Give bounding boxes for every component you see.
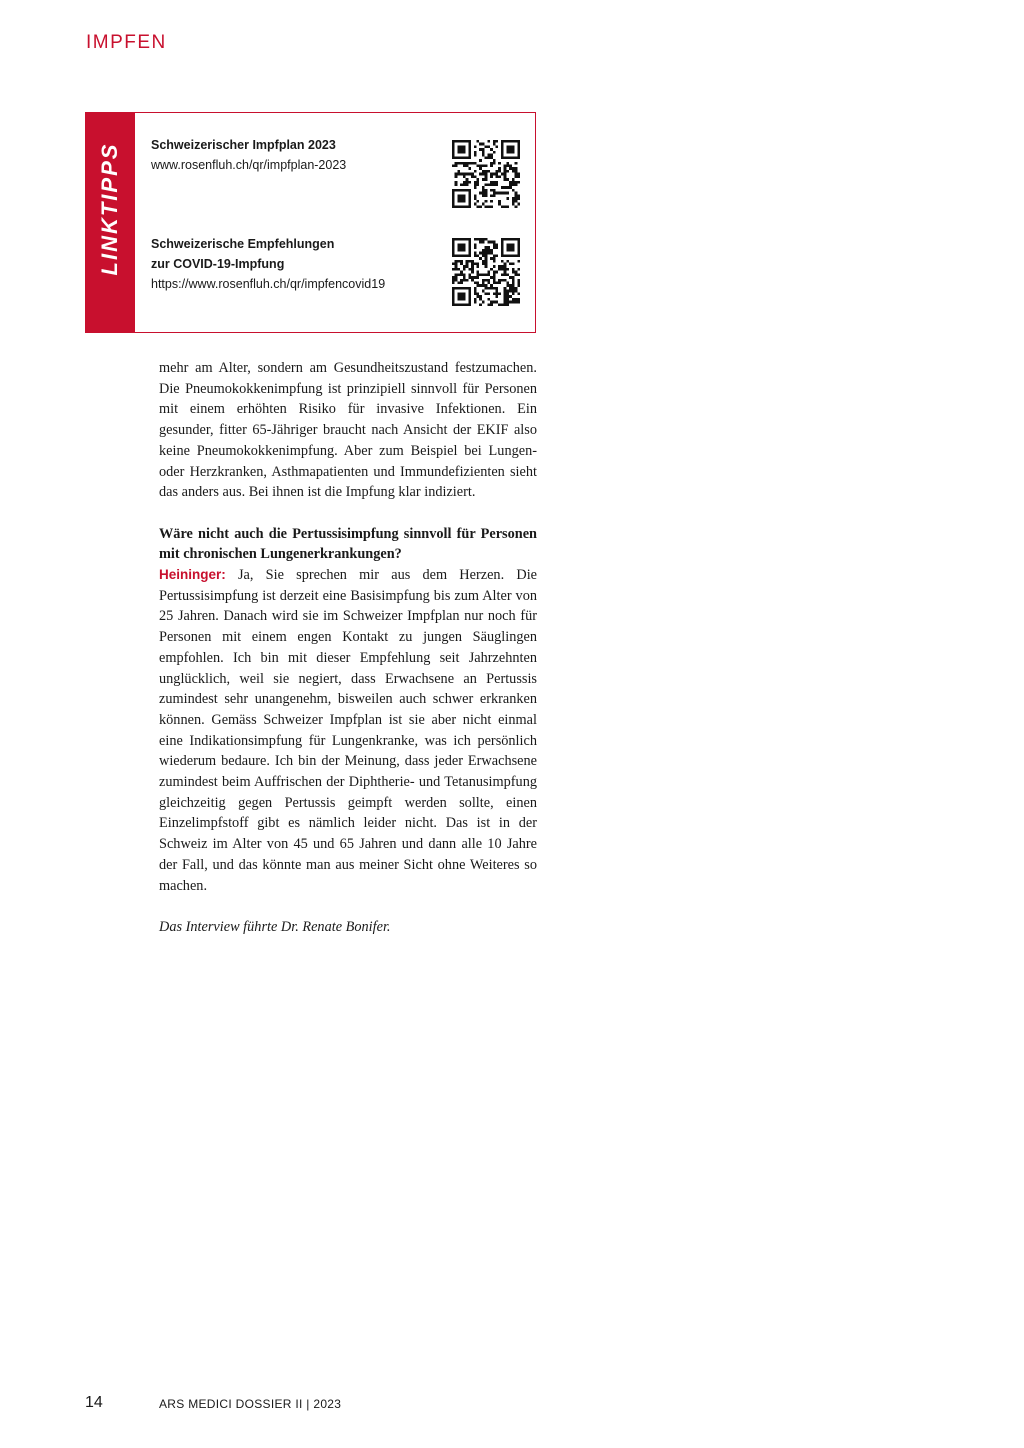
interview-question: Wäre nicht auch die Pertussisimpfung sinnvoll für Personen mit chronischen Lungenerkrankungen? [159,525,537,563]
article-body [159,358,537,938]
link-title-line1: Schweizerische Empfehlungen [151,237,335,251]
page-number: 14 [85,1394,103,1411]
link-title: Schweizerischer Impfplan 2023 [151,138,336,152]
section-title: IMPFEN [86,32,167,53]
link-url[interactable]: https://www.rosenfluh.ch/qr/impfencovid19 [151,277,386,291]
qr-code-icon[interactable] [452,140,520,208]
qr-code-icon[interactable] [452,238,520,306]
link-title-line2: zur COVID-19-Impfung [151,257,285,271]
interview-credit: Das Interview führte Dr. Renate Bonifer. [159,918,391,935]
linktipps-label: LINKTIPPS [97,142,122,276]
link-entry-impfplan [151,135,346,175]
article-paragraph: mehr am Alter, sondern am Gesundheitszustand festzumachen. Die Pneumokokkenimpfung ist prinzipiell sinnvoll für Personen mit einem erhöhten Risiko für invasive Infektionen. Ein gesunder, fitter 65-Jähriger braucht nach Ansicht der EKIF also keine Pneumokokkenimpfung. Aber zum Beispiel bei Lungen- oder Herzkranken, Asthmapatienten und Immundefizienten sieht das anders aus. Bei ihnen ist die Impfung klar indiziert. [159,360,537,501]
journal-title: ARS MEDICI DOSSIER II | 2023 [159,1397,342,1411]
linktipps-band [86,113,135,332]
answer-text: Ja, Sie sprechen mir aus dem Herzen. Die Pertussisimpfung ist derzeit eine Basisimpfung bis zum Alter von 25 Jahren. Danach wird sie im Schweizer Impfplan nur noch für Personen mit einem engen Kontakt zu jungen Säuglingen empfohlen. Ich bin mit dieser Empfehlung seit Jahrzehnten unglücklich, weil sie negiert, dass Erwachsene an Pertussis zumindest sehr unangenehm, bisweilen auch schwer erkranken können. Gemäss Schweizer Impfplan ist sie aber nicht einmal eine Indikationsimpfung für Lungenkranke, was ich persönlich wiederum bedaure. Ich bin der Meinung, dass jeder Erwachsene zumindest beim Auffrischen der Diphtherie- und Tetanusimpfung gleichzeitig gegen Pertussis geimpft werden sollte, einen Einzelimpfstoff gibt es nämlich leider nicht. Das ist in der Schweiz im Alter von 45 und 65 Jahren und dann alle 10 Jahre der Fall, und das könnte man aus meiner Sicht ohne Weiteres so machen. [159,567,538,894]
interview-answer [159,565,537,896]
link-entry-covid [151,234,385,294]
linktipps-box [85,112,536,333]
link-url[interactable]: www.rosenfluh.ch/qr/impfplan-2023 [151,158,347,172]
speaker-name: Heininger: [159,567,226,583]
